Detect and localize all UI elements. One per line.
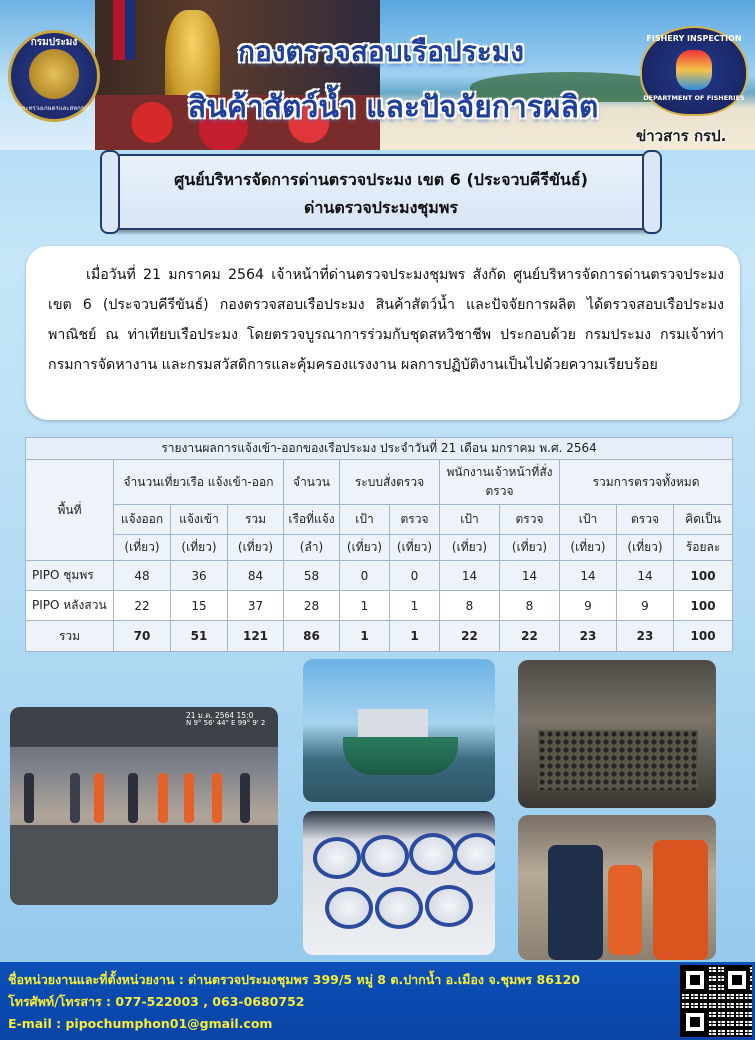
table-cell: 1 bbox=[390, 591, 440, 621]
count-group-header: จำนวน bbox=[284, 460, 340, 505]
pier-floor bbox=[10, 825, 278, 905]
total-cell: 51 bbox=[171, 621, 228, 652]
heading-line-2: ด่านตรวจประมงชุมพร bbox=[304, 198, 458, 217]
inspection-emblem-icon bbox=[676, 50, 712, 90]
table-caption: รายงานผลการแจ้งเข้า-ออกของเรือประมง ประจำวันที่ 21 เดือน มกราคม พ.ศ. 2564 bbox=[26, 438, 733, 460]
subheader: แจ้งเข้า bbox=[171, 505, 228, 535]
qr-finder bbox=[682, 967, 708, 993]
boat-hull bbox=[343, 737, 458, 775]
photo-coordinates: N 9° 56' 44" E 99° 9' 2 bbox=[186, 719, 266, 727]
person-figure bbox=[212, 773, 222, 823]
section-heading-scroll bbox=[106, 154, 656, 230]
table-cell: 14 bbox=[500, 561, 560, 591]
news-tag: ข่าวสาร กรป. bbox=[636, 127, 727, 145]
order-system-group-header: ระบบสั่งตรวจ bbox=[340, 460, 440, 505]
officer-figure bbox=[653, 840, 708, 960]
table-cell: 15 bbox=[171, 591, 228, 621]
basket bbox=[375, 887, 423, 929]
total-label: รวม bbox=[26, 621, 114, 652]
unit-label: (เที่ยว) bbox=[228, 535, 284, 561]
logo-bottom-text: DEPARTMENT OF FISHERIES bbox=[643, 94, 745, 102]
table-cell: 14 bbox=[440, 561, 500, 591]
unit-label: (เที่ยว) bbox=[560, 535, 617, 561]
report-table-wrapper bbox=[25, 437, 732, 652]
unit-label: ร้อยละ bbox=[674, 535, 733, 561]
trips-group-header: จำนวนเที่ยวเรือ แจ้งเข้า-ออก bbox=[114, 460, 284, 505]
emblem-icon bbox=[29, 49, 79, 99]
photo-document-check bbox=[518, 815, 716, 960]
total-row bbox=[26, 621, 733, 652]
photo-catch-baskets bbox=[303, 811, 495, 955]
subheader: ตรวจ bbox=[500, 505, 560, 535]
total-cell: 70 bbox=[114, 621, 171, 652]
news-body-box bbox=[26, 246, 740, 420]
subheader: เป้า bbox=[340, 505, 390, 535]
fishery-inspection-logo bbox=[640, 26, 748, 116]
unit-label: (เที่ยว) bbox=[500, 535, 560, 561]
table-cell: 9 bbox=[560, 591, 617, 621]
total-cell: 86 bbox=[284, 621, 340, 652]
table-cell: 36 bbox=[171, 561, 228, 591]
table-cell: 22 bbox=[114, 591, 171, 621]
worker-figure bbox=[608, 865, 642, 955]
photo-fishing-boat bbox=[303, 659, 495, 802]
unit-label: (เที่ยว) bbox=[171, 535, 228, 561]
table-cell: 8 bbox=[500, 591, 560, 621]
person-figure bbox=[240, 773, 250, 823]
photo-fishing-net bbox=[518, 660, 716, 808]
title-line-2: สินค้าสัตว์น้ำ และปัจจัยการผลิต bbox=[188, 90, 599, 125]
total-inspect-group-header: รวมการตรวจทั้งหมด bbox=[560, 460, 733, 505]
person-figure bbox=[70, 773, 80, 823]
table-cell: 37 bbox=[228, 591, 284, 621]
basket bbox=[453, 833, 495, 875]
basket bbox=[313, 837, 361, 879]
qr-finder bbox=[724, 967, 750, 993]
subheader: แจ้งออก bbox=[114, 505, 171, 535]
logo-top-text: FISHERY INSPECTION bbox=[646, 34, 742, 43]
person-figure bbox=[24, 773, 34, 823]
photo-timestamp: 21 ม.ค. 2564 15:0 bbox=[186, 711, 254, 720]
subheader: เรือที่แจ้ง bbox=[284, 505, 340, 535]
table-cell: 28 bbox=[284, 591, 340, 621]
subheader: เป้า bbox=[440, 505, 500, 535]
units-row bbox=[26, 535, 733, 561]
table-cell: 58 bbox=[284, 561, 340, 591]
total-cell: 23 bbox=[560, 621, 617, 652]
officer-order-group-header: พนักงานเจ้าหน้าที่สั่งตรวจ bbox=[440, 460, 560, 505]
footer-phone: โทรศัพท์/โทรสาร : 077-522003 , 063-0680752 bbox=[8, 994, 305, 1009]
fishing-net bbox=[538, 730, 698, 790]
table-cell: 0 bbox=[340, 561, 390, 591]
person-figure bbox=[128, 773, 138, 823]
percent-cell: 100 bbox=[674, 591, 733, 621]
unit-label: (เที่ยว) bbox=[390, 535, 440, 561]
total-cell: 100 bbox=[674, 621, 733, 652]
qr-finder bbox=[682, 1009, 708, 1035]
basket bbox=[361, 835, 409, 877]
news-body-text: เมื่อวันที่ 21 มกราคม 2564 เจ้าหน้าที่ด่านตรวจประมงชุมพร สังกัด ศูนย์บริหารจัดการด่านตรวจประมงเขต 6 (ประจวบคีรีขันธ์) กองตรวจสอบเรือประมง สินค้าสัตว์น้ำ และปัจจัยการผลิต ได้ตรวจสอบเรือประมงพาณิชย์ ณ ท่าเทียบเรือประมง โดยตรวจบูรณาการร่วมกับชุดสหวิชาชีพ ประกอบด้วย กรมประมง กรมเจ้าท่า กรมการจัดหางาน และกรมสวัสดิการและคุ้มครองแรงงาน ผลการปฏิบัติงานเป็นไปด้วยความเรียบร้อย bbox=[48, 267, 724, 373]
subheader: เป้า bbox=[560, 505, 617, 535]
unit-label: (เที่ยว) bbox=[617, 535, 674, 561]
total-cell: 1 bbox=[390, 621, 440, 652]
total-cell: 22 bbox=[500, 621, 560, 652]
area-cell: PIPO ชุมพร bbox=[26, 561, 114, 591]
table-row bbox=[26, 591, 733, 621]
logo-subtext: กระทรวงเกษตรและสหกรณ์ bbox=[18, 105, 90, 112]
subheader: ตรวจ bbox=[390, 505, 440, 535]
officer-figure bbox=[548, 845, 603, 960]
photo-pier-team bbox=[10, 707, 278, 905]
unit-label: (เที่ยว) bbox=[340, 535, 390, 561]
total-cell: 1 bbox=[340, 621, 390, 652]
footer-email: E-mail : pipochumphon01@gmail.com bbox=[8, 1016, 273, 1031]
table-cell: 14 bbox=[560, 561, 617, 591]
total-cell: 22 bbox=[440, 621, 500, 652]
person-figure bbox=[184, 773, 194, 823]
area-header: พื้นที่ bbox=[26, 460, 114, 561]
unit-label: (เที่ยว) bbox=[440, 535, 500, 561]
person-figure bbox=[94, 773, 104, 823]
person-figure bbox=[158, 773, 168, 823]
basket bbox=[325, 887, 373, 929]
logo-text: กรมประมง bbox=[30, 37, 78, 48]
subheader: คิดเป็น bbox=[674, 505, 733, 535]
footer-bar bbox=[0, 962, 755, 1040]
table-cell: 84 bbox=[228, 561, 284, 591]
table-cell: 48 bbox=[114, 561, 171, 591]
table-cell: 14 bbox=[617, 561, 674, 591]
subheader-row bbox=[26, 505, 733, 535]
header-banner bbox=[0, 0, 755, 150]
basket bbox=[425, 885, 473, 927]
table-cell: 9 bbox=[617, 591, 674, 621]
footer-address: ชื่อหน่วยงานและที่ตั้งหน่วยงาน : ด่านตรวจประมงชุมพร 399/5 หมู่ 8 ต.ปากน้ำ อ.เมือง จ.ชุมพร 86120 bbox=[8, 972, 580, 987]
basket bbox=[409, 833, 457, 875]
unit-label: (ลำ) bbox=[284, 535, 340, 561]
total-cell: 23 bbox=[617, 621, 674, 652]
table-cell: 8 bbox=[440, 591, 500, 621]
qr-code-icon[interactable] bbox=[680, 965, 752, 1037]
department-of-fisheries-logo bbox=[8, 30, 100, 122]
total-cell: 121 bbox=[228, 621, 284, 652]
title-line-1: กองตรวจสอบเรือประมง bbox=[238, 35, 524, 68]
table-cell: 1 bbox=[340, 591, 390, 621]
flag-blue bbox=[125, 0, 135, 60]
subheader: รวม bbox=[228, 505, 284, 535]
report-table bbox=[25, 437, 733, 652]
subheader: ตรวจ bbox=[617, 505, 674, 535]
boat-cabin bbox=[358, 709, 428, 739]
area-cell: PIPO หลังสวน bbox=[26, 591, 114, 621]
percent-cell: 100 bbox=[674, 561, 733, 591]
unit-label: (เที่ยว) bbox=[114, 535, 171, 561]
heading-line-1: ศูนย์บริหารจัดการด่านตรวจประมง เขต 6 (ประจวบคีรีขันธ์) bbox=[174, 170, 588, 189]
table-cell: 0 bbox=[390, 561, 440, 591]
table-row bbox=[26, 561, 733, 591]
